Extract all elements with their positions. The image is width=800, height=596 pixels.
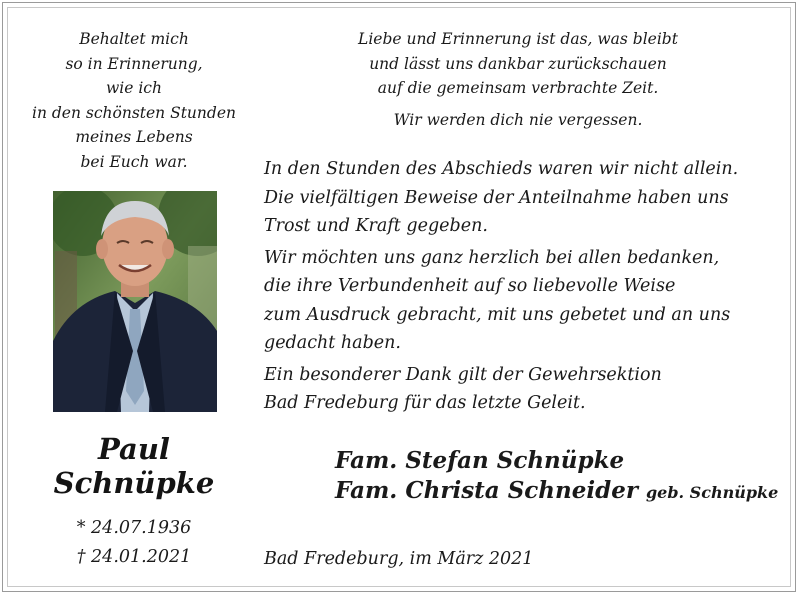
right-poem bbox=[300, 27, 736, 132]
family-line-2 bbox=[335, 476, 785, 508]
right-poem-line: auf die gemeinsam verbrachte Zeit. bbox=[377, 79, 659, 97]
deceased-first-name: Paul bbox=[98, 432, 170, 466]
family-line-1: Fam. Stefan Schnüpke bbox=[335, 447, 625, 474]
text-line: Die vielfältigen Beweise der Anteilnahme haben uns bbox=[264, 187, 729, 208]
life-dates bbox=[20, 514, 248, 572]
left-poem-line: in den schönsten Stunden bbox=[32, 103, 236, 122]
portrait-photo bbox=[53, 191, 217, 412]
place-date: Bad Fredeburg, im März 2021 bbox=[264, 549, 534, 569]
left-poem-line: wie ich bbox=[106, 79, 162, 97]
text-line: Wir möchten uns ganz herzlich bei allen bedanken, bbox=[264, 247, 720, 268]
left-poem-line: bei Euch war. bbox=[80, 152, 188, 171]
text-line: Bad Fredeburg für das letzte Geleit. bbox=[264, 393, 586, 413]
deceased-last-name: Schnüpke bbox=[53, 466, 215, 500]
right-poem-line: Liebe und Erinnerung ist das, was bleibt bbox=[358, 30, 678, 48]
left-poem bbox=[18, 27, 250, 174]
right-poem-line: und lässt uns dankbar zurückschauen bbox=[369, 54, 667, 73]
left-poem-line: so in Erinnerung, bbox=[65, 54, 203, 73]
text-line: In den Stunden des Abschieds waren wir nicht allein. bbox=[264, 159, 739, 179]
maiden-name: geb. Schnüpke bbox=[645, 483, 779, 502]
family-signatures bbox=[335, 446, 785, 508]
text-line: zum Ausdruck gebracht, mit uns gebetet und an uns bbox=[264, 304, 731, 325]
deceased-name bbox=[20, 432, 248, 500]
family-name-2: Fam. Christa Schneider bbox=[335, 477, 638, 504]
birth-date: * 24.07.1936 bbox=[76, 518, 192, 538]
death-date: † 24.01.2021 bbox=[76, 547, 192, 567]
text-line: Trost und Kraft gegeben. bbox=[264, 216, 488, 236]
text-line: Ein besonderer Dank gilt der Gewehrsektion bbox=[264, 364, 662, 385]
left-poem-line: Behaltet mich bbox=[79, 30, 189, 48]
right-poem-closing: Wir werden dich nie vergessen. bbox=[393, 110, 643, 129]
text-line: gedacht haben. bbox=[264, 333, 401, 353]
thank-you-text bbox=[264, 152, 784, 421]
text-line: die ihre Verbundenheit auf so liebevolle Weise bbox=[264, 276, 676, 296]
left-poem-line: meines Lebens bbox=[75, 128, 193, 146]
